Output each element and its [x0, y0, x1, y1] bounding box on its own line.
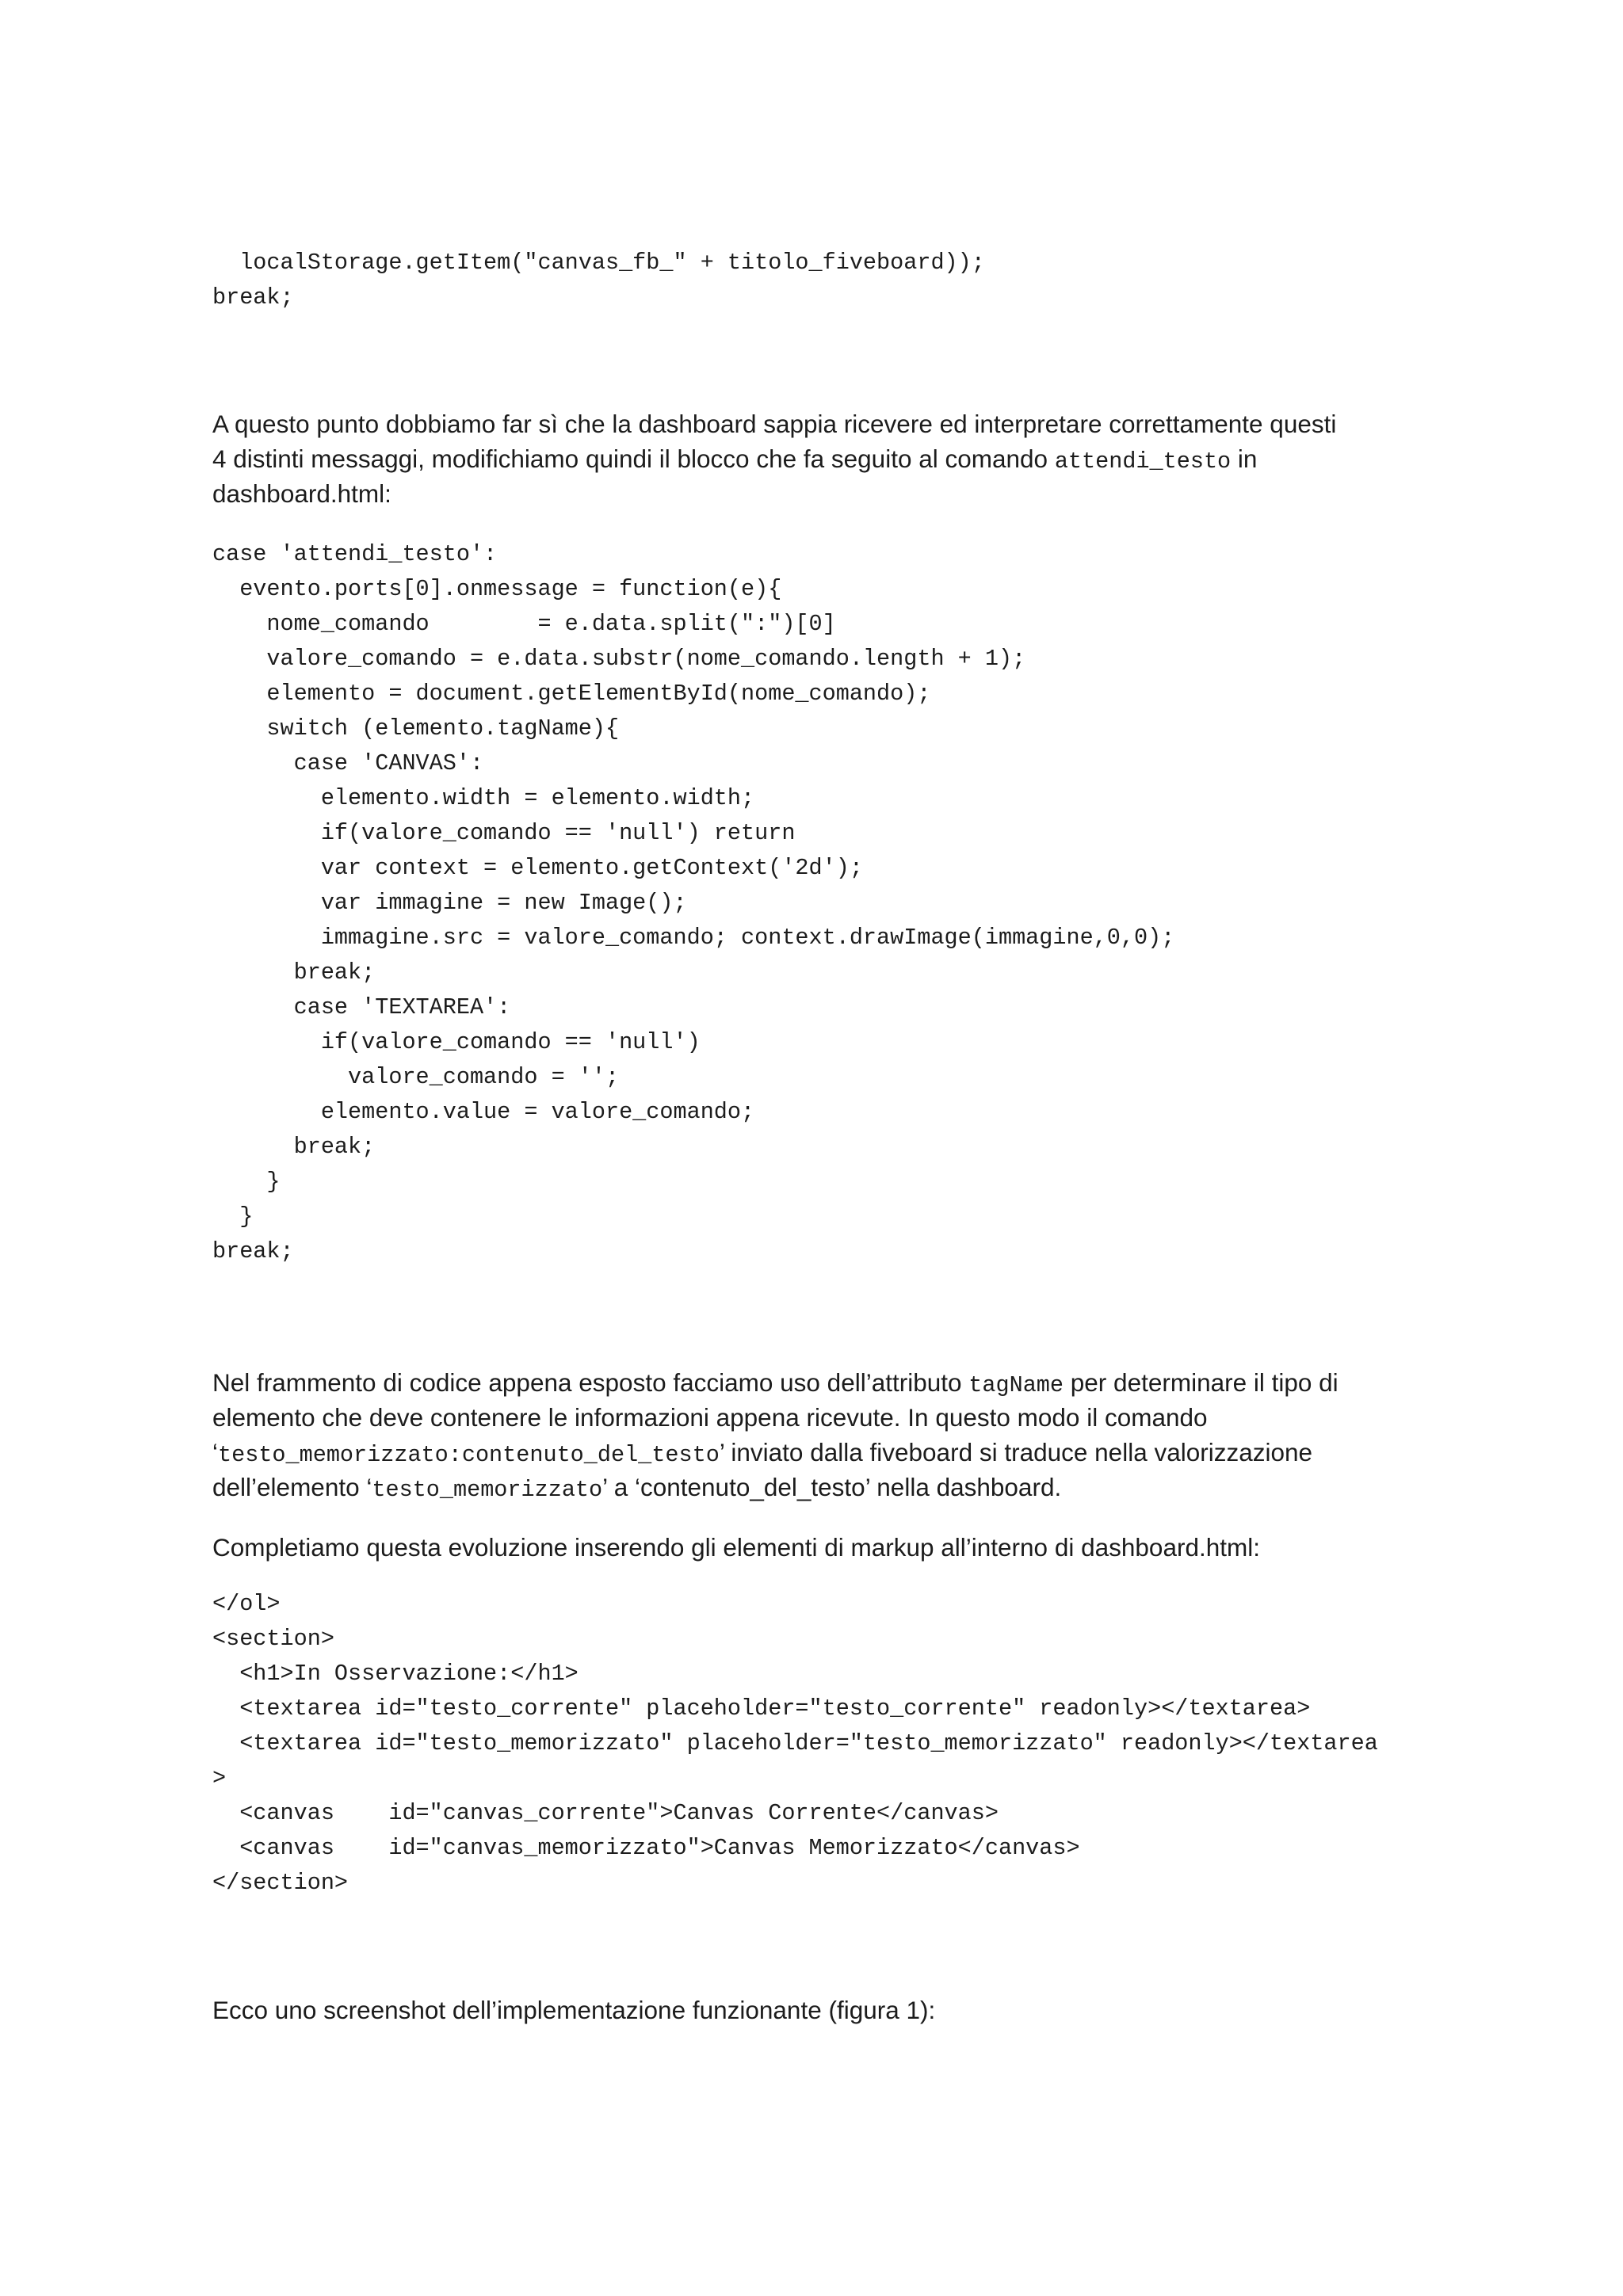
code-line: var context = elemento.getContext('2d');: [212, 855, 863, 881]
code-line: >: [212, 1765, 227, 1791]
code-line: immagine.src = valore_comando; context.drawImage(immagine,0,0);: [212, 925, 1175, 951]
code-line: break;: [212, 284, 294, 311]
inline-code-tagname: tagName: [968, 1372, 1064, 1398]
paragraph-line: [212, 1365, 1433, 1400]
code-line: case 'CANVAS':: [212, 750, 484, 776]
paragraph-text: ’ inviato dalla fiveboard si traduce nella valorizzazione: [719, 1438, 1313, 1466]
code-line: <textarea id="testo_memorizzato" placeholder="testo_memorizzato" readonly></textarea: [212, 1730, 1378, 1756]
code-line: </ol>: [212, 1591, 281, 1617]
code-line: if(valore_comando == 'null'): [212, 1029, 701, 1055]
paragraph-line: elemento che deve contenere le informazioni appena ricevute. In questo modo il comando: [212, 1403, 1208, 1432]
code-line: <canvas id="canvas_memorizzato">Canvas Memorizzato</canvas>: [212, 1835, 1080, 1861]
code-line: <section>: [212, 1626, 334, 1652]
inline-code-attendi-testo: attendi_testo: [1054, 448, 1232, 475]
paragraph-text: Nel frammento di codice appena esposto facciamo uso dell’attributo: [212, 1368, 969, 1397]
paragraph-markup-intro: [212, 1530, 1433, 1565]
code-line: break;: [212, 1238, 294, 1264]
paragraph-text: in: [1231, 444, 1258, 473]
code-line: switch (elemento.tagName){: [212, 715, 620, 742]
code-line: valore_comando = '';: [212, 1064, 620, 1090]
paragraph-screenshot-caption: [212, 1993, 1433, 2027]
paragraph-tagname-explanation: [212, 1365, 1433, 1505]
code-line: nome_comando = e.data.split(":")[0]: [212, 611, 836, 637]
paragraph-text: per determinare il tipo di: [1064, 1368, 1338, 1397]
code-line: var immagine = new Image();: [212, 890, 687, 916]
code-block-markup: [212, 1587, 1378, 1901]
code-line: }: [212, 1203, 254, 1230]
code-block-local-storage: [212, 246, 985, 315]
code-block-attendi-testo: [212, 537, 1174, 1269]
paragraph-line: [212, 1470, 1433, 1505]
paragraph-text: dell’elemento ‘: [212, 1473, 372, 1501]
code-line: break;: [212, 1134, 376, 1160]
paragraph-line: Ecco uno screenshot dell’implementazione funzionante (figura 1):: [212, 1996, 936, 2024]
paragraph-text: 4 distinti messaggi, modifichiamo quindi il blocco che fa seguito al comando: [212, 444, 1055, 473]
code-line: localStorage.getItem("canvas_fb_" + titolo_fiveboard));: [212, 250, 985, 276]
code-line: evento.ports[0].onmessage = function(e){: [212, 576, 782, 602]
code-line: <h1>In Osservazione:</h1>: [212, 1661, 579, 1687]
code-line: elemento.width = elemento.width;: [212, 785, 755, 811]
code-line: break;: [212, 959, 376, 986]
code-line: case 'attendi_testo':: [212, 541, 498, 567]
paragraph-line: dashboard.html:: [212, 479, 391, 508]
paragraph-dashboard-intro: [212, 406, 1433, 511]
paragraph-line: Completiamo questa evoluzione inserendo gli elementi di markup all’interno di dashboard.html:: [212, 1533, 1260, 1562]
paragraph-line: [212, 1435, 1433, 1470]
code-line: </section>: [212, 1870, 349, 1896]
inline-code-element-id: testo_memorizzato: [372, 1477, 603, 1503]
paragraph-text: ‘: [212, 1438, 218, 1466]
code-line: valore_comando = e.data.substr(nome_comando.length + 1);: [212, 646, 1026, 672]
paragraph-line: A questo punto dobbiamo far sì che la dashboard sappia ricevere ed interpretare correttamente questi: [212, 410, 1337, 438]
code-line: case 'TEXTAREA':: [212, 994, 511, 1020]
inline-code-command: testo_memorizzato:contenuto_del_testo: [218, 1442, 720, 1468]
code-line: }: [212, 1169, 281, 1195]
paragraph-line: [212, 441, 1433, 476]
code-line: elemento = document.getElementById(nome_comando);: [212, 681, 931, 707]
code-line: <canvas id="canvas_corrente">Canvas Corrente</canvas>: [212, 1800, 999, 1826]
paragraph-text: ’ a ‘contenuto_del_testo’ nella dashboard.: [602, 1473, 1062, 1501]
code-line: <textarea id="testo_corrente" placeholder="testo_corrente" readonly></textarea>: [212, 1695, 1311, 1722]
code-line: if(valore_comando == 'null') return: [212, 820, 796, 846]
code-line: elemento.value = valore_comando;: [212, 1099, 755, 1125]
